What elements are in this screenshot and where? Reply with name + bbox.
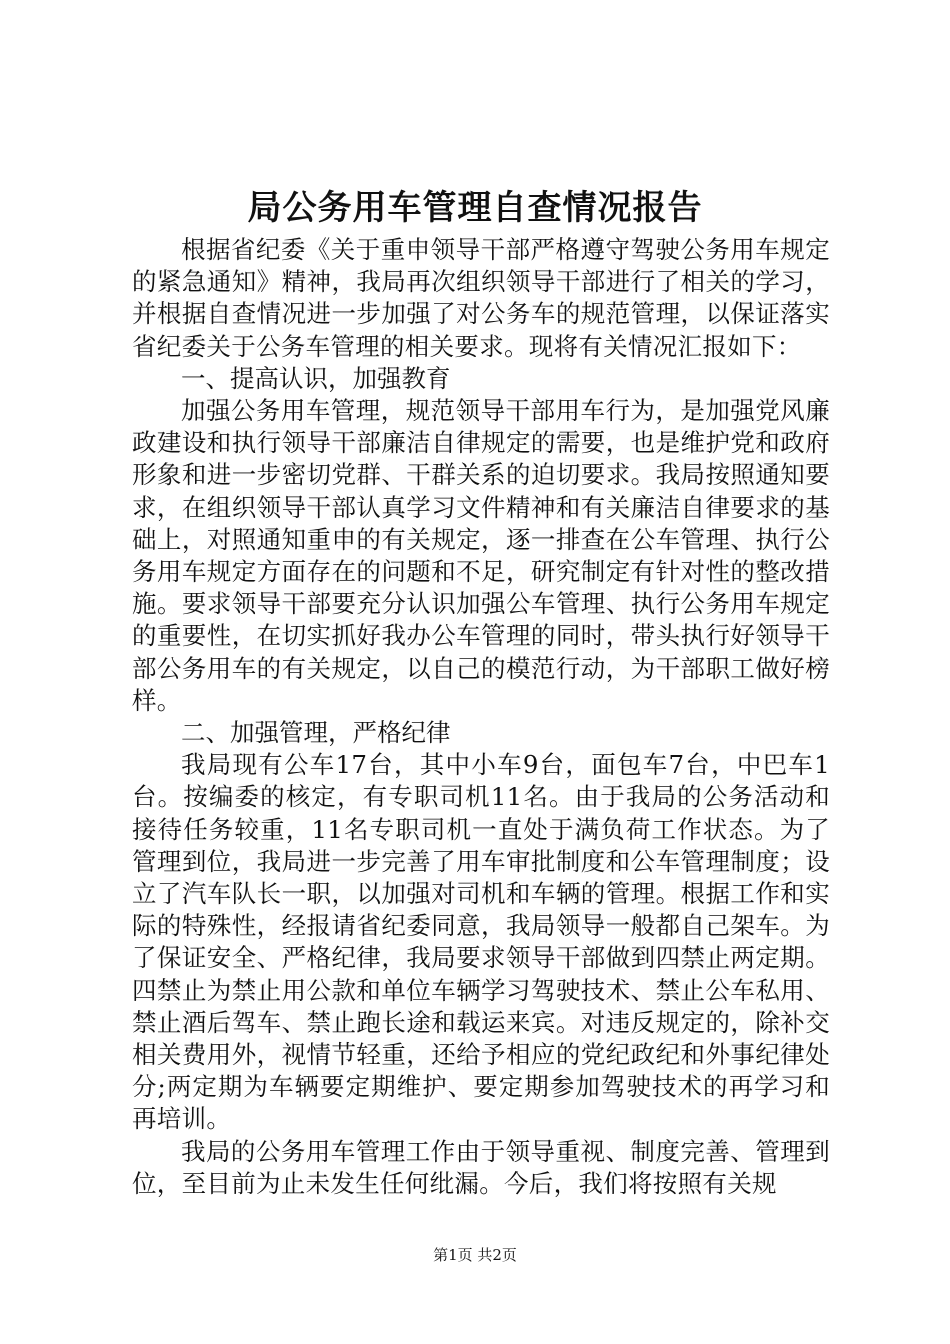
intro-paragraph: 根据省纪委《关于重申领导干部严格遵守驾驶公务用车规定的紧急通知》精神，我局再次组织领导干部进行了相关的学习，并根据自查情况进一步加强了对公务车的规范管理，以保证落实省纪委关于公务车管理的相关要求。现将有关情况汇报如下： <box>132 235 830 361</box>
section-heading-2: 二、加强管理，严格纪律 <box>181 718 451 748</box>
document-body <box>132 234 830 1200</box>
section-2-paragraph: 我局现有公车17台，其中小车9台，面包车7台，中巴车1台。按编委的核定，有专职司机11名。由于我局的公务活动和接待任务较重，11名专职司机一直处于满负荷工作状态。为了管理到位，我局进一步完善了用车审批制度和公车管理制度；设立了汽车队长一职，以加强对司机和车辆的管理。根据工作和实际的特殊性，经报请省纪委同意，我局领导一般都自己架车。为了保证安全、严格纪律，我局要求领导干部做到四禁止两定期。四禁止为禁止用公款和单位车辆学习驾驶技术、禁止公车私用、禁止酒后驾车、禁止跑长途和载运来宾。对违反规定的，除补交相关费用外，视情节轻重，还给予相应的党纪政纪和外事纪律处分;两定期为车辆要定期维护、要定期参加驾驶技术的再学习和再培训。 <box>132 750 830 1134</box>
section-1-paragraph: 加强公务用车管理，规范领导干部用车行为，是加强党风廉政建设和执行领导干部廉洁自律规定的需要，也是维护党和政府形象和进一步密切党群、干群关系的迫切要求。我局按照通知要求，在组织领导干部认真学习文件精神和有关廉洁自律要求的基础上，对照通知重申的有关规定，逐一排查在公车管理、执行公务用车规定方面存在的问题和不足，研究制定有针对性的整改措施。要求领导干部要充分认识加强公车管理、执行公务用车规定的重要性，在切实抓好我办公车管理的同时，带头执行好领导干部公务用车的有关规定，以自己的模范行动，为干部职工做好榜样。 <box>132 396 830 715</box>
document-title: 局公务用车管理自查情况报告 <box>247 188 703 228</box>
page-number: 第1页 共2页 <box>433 1246 517 1264</box>
closing-paragraph: 我局的公务用车管理工作由于领导重视、制度完善、管理到位，至目前为止未发生任何纰漏。今后，我们将按照有关规 <box>132 1136 830 1198</box>
section-heading-1: 一、提高认识，加强教育 <box>181 363 451 393</box>
